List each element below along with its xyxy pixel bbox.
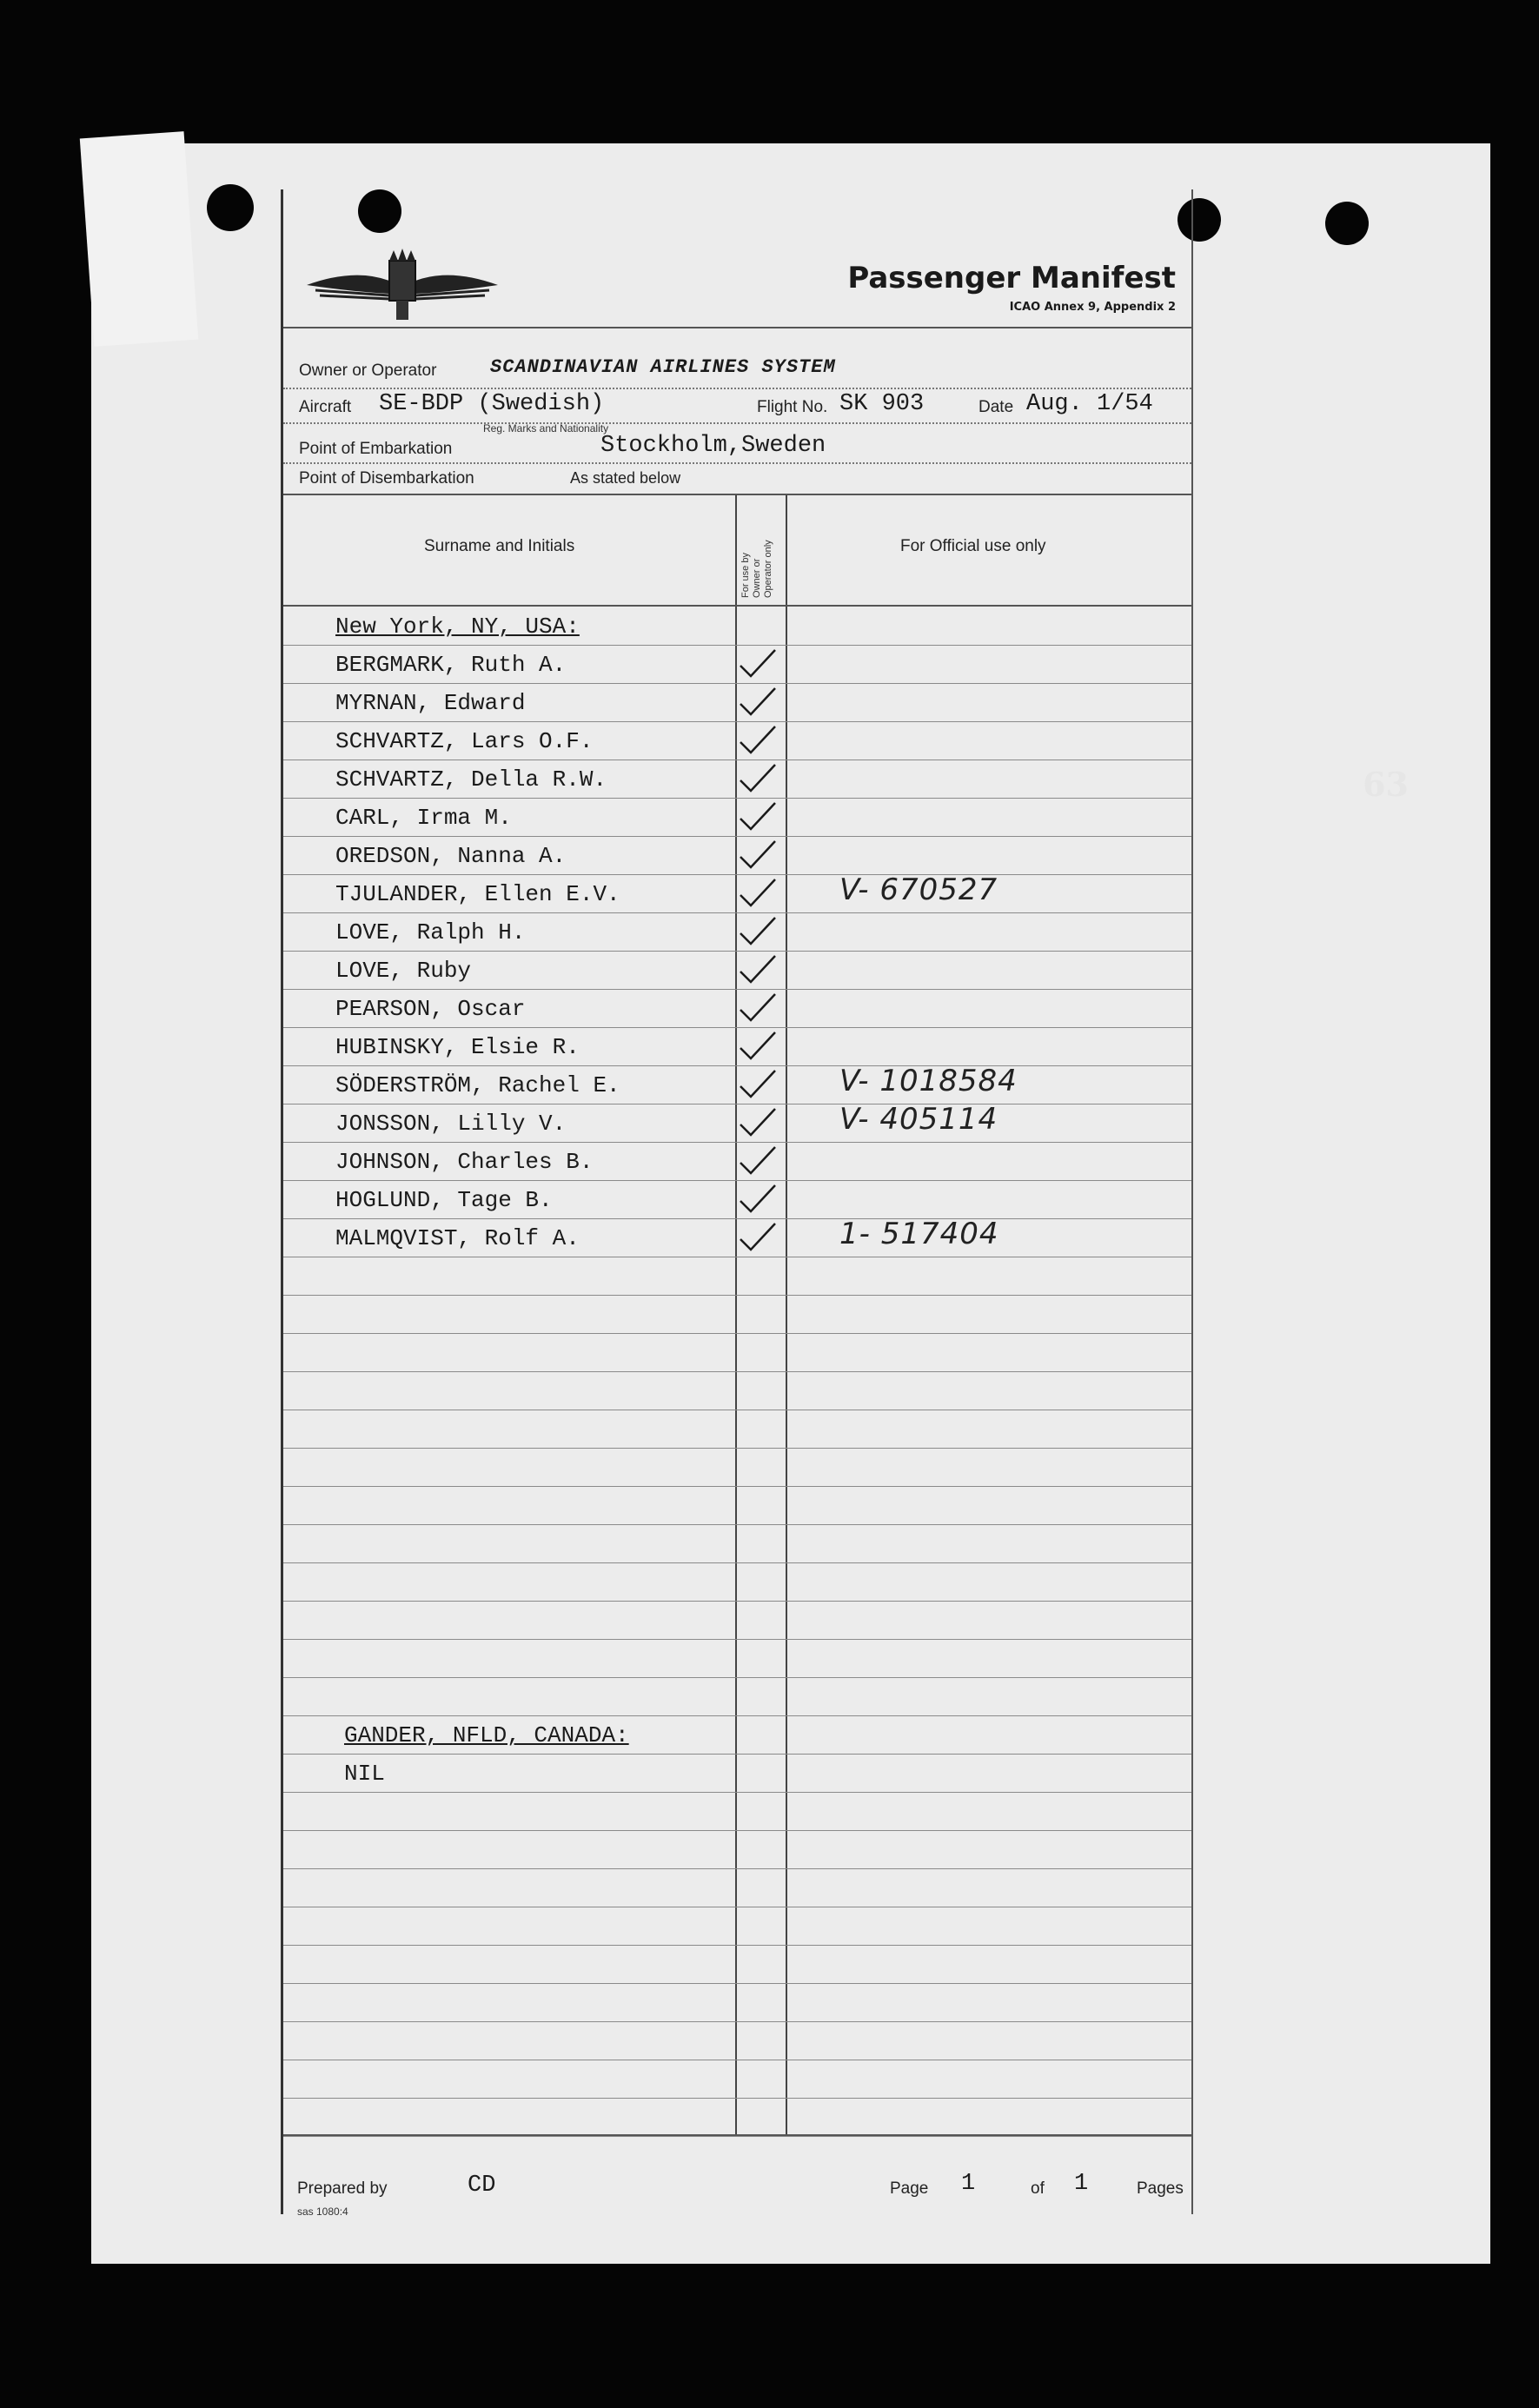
table-row [283,1830,1191,1869]
table-row [283,2098,1191,2137]
passenger-name: MALMQVIST, Rolf A. [335,1225,580,1251]
paper-tab [80,131,198,347]
passenger-name: LOVE, Ralph H. [335,919,526,945]
checkmark-icon [737,876,777,911]
checkmark-icon [737,1182,777,1217]
passenger-name: CARL, Irma M. [335,805,512,831]
date-label: Date [978,398,1014,416]
prepared-by-label: Prepared by [297,2179,388,2198]
passenger-name: SCHVARTZ, Lars O.F. [335,728,594,754]
form-subtitle: ICAO Annex 9, Appendix 2 [1009,301,1176,314]
page-label: Page [890,2179,929,2198]
official-note: V- 405114 [839,1102,998,1137]
divider [283,2134,1191,2136]
table-row [283,2021,1191,2060]
punch-hole [207,184,254,231]
checkmark-icon [737,991,777,1025]
destination-value: NIL [344,1761,385,1787]
checkmark-icon [737,914,777,949]
table-row [283,1333,1191,1372]
checkmark-icon [737,1220,777,1255]
total-pages-value: 1 [1074,2171,1089,2197]
table-row [283,1448,1191,1487]
table-row [283,1677,1191,1716]
table-row [283,1410,1191,1449]
table-row [283,1754,1191,1793]
embarkation-label: Point of Embarkation [299,440,453,458]
owner-value: SCANDINAVIAN AIRLINES SYSTEM [490,356,836,378]
table-row [283,1257,1191,1296]
divider [283,327,1191,328]
table-row [283,1639,1191,1678]
official-note: V- 1018584 [839,1064,1018,1098]
table-row [283,1371,1191,1410]
table-row [283,1792,1191,1831]
table-row [283,1524,1191,1563]
passenger-name: OREDSON, Nanna A. [335,843,567,869]
table-row [283,1295,1191,1334]
table-row [283,1983,1191,2022]
pages-label: Pages [1137,2179,1184,2198]
of-label: of [1031,2179,1045,2198]
embarkation-value: Stockholm,Sweden [600,433,826,459]
official-note: V- 670527 [839,872,998,907]
form-title: Passenger Manifest [847,261,1176,295]
aircraft-sublabel: Reg. Marks and Nationality [483,422,609,435]
checkmark-icon [737,799,777,834]
table-row [283,1945,1191,1984]
checkmark-icon [737,1067,777,1102]
table-row [283,1562,1191,1602]
margin-page-number: 63 [1363,765,1409,804]
passenger-name: JONSSON, Lilly V. [335,1111,567,1137]
passenger-name: SÖDERSTRÖM, Rachel E. [335,1072,620,1098]
checkmark-icon [737,723,777,758]
passenger-name: TJULANDER, Ellen E.V. [335,881,620,907]
divider [283,462,1191,464]
disembarkation-value: As stated below [570,469,681,487]
operator-column-header: For use by Owner or Operator only [740,540,773,598]
checkmark-icon [737,685,777,720]
disembarkation-label: Point of Disembarkation [299,469,474,488]
divider [283,388,1191,389]
page-value: 1 [961,2171,976,2197]
passenger-name: HUBINSKY, Elsie R. [335,1034,580,1060]
passenger-name: SCHVARTZ, Della R.W. [335,766,607,793]
passenger-name: BERGMARK, Ruth A. [335,652,567,678]
passenger-name: HOGLUND, Tage B. [335,1187,553,1213]
destination-heading: New York, NY, USA: [335,614,580,640]
divider [283,422,1191,424]
destination-heading: GANDER, NFLD, CANADA: [344,1722,629,1748]
aircraft-value: SE-BDP (Swedish) [379,391,605,417]
form-code: sas 1080:4 [297,2206,348,2218]
table-row [283,1486,1191,1525]
table-row [283,1868,1191,1907]
official-note: 1- 517404 [839,1217,999,1251]
punch-hole [1325,202,1369,245]
checkmark-icon [737,647,777,681]
checkmark-icon [737,1105,777,1140]
owner-label: Owner or Operator [299,362,437,380]
table-row [283,1907,1191,1946]
checkmark-icon [737,761,777,796]
surname-column-header: Surname and Initials [424,537,575,555]
passenger-name: PEARSON, Oscar [335,996,526,1022]
checkmark-icon [737,952,777,987]
passenger-name: MYRNAN, Edward [335,690,526,716]
checkmark-icon [737,1029,777,1064]
date-value: Aug. 1/54 [1026,391,1153,417]
checkmark-icon [737,838,777,872]
checkmark-icon [737,1144,777,1178]
aircraft-label: Aircraft [299,398,352,416]
prepared-by-value: CD [468,2173,496,2199]
airline-wings-logo-icon [302,242,502,328]
passenger-manifest-form [281,189,1193,2218]
divider [283,494,1191,495]
passenger-name: LOVE, Ruby [335,958,472,984]
table-row [283,1601,1191,1640]
passenger-name: JOHNSON, Charles B. [335,1149,594,1175]
flight-label: Flight No. [757,398,828,416]
flight-value: SK 903 [839,391,925,417]
table-row [283,2060,1191,2099]
official-column-header: For Official use only [900,537,1046,555]
